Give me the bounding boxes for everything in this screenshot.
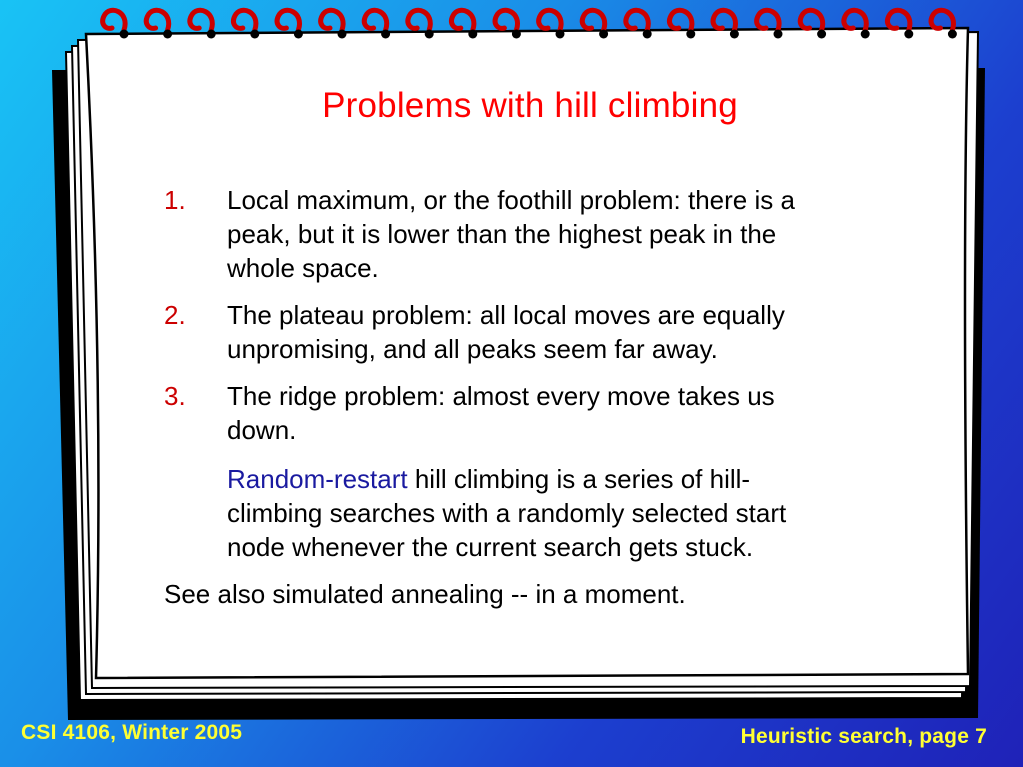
binding-ring — [190, 10, 212, 30]
binding-ring — [495, 10, 517, 30]
binding-hole — [381, 30, 390, 39]
list-number: 3. — [164, 381, 186, 411]
text-line: down. — [227, 415, 297, 445]
binding-hole — [338, 30, 347, 39]
list-text — [227, 298, 927, 366]
text-line: node whenever the current search gets stuck. — [227, 532, 754, 562]
binding-hole — [250, 30, 259, 39]
binding-hole — [861, 30, 870, 39]
binding-ring — [670, 10, 692, 30]
binding-ring — [277, 10, 299, 30]
list-number: 1. — [164, 185, 186, 215]
closing-line: See also simulated annealing -- in a moment. — [164, 579, 686, 609]
footer-page: Heuristic search, page 7 — [740, 725, 987, 748]
text-line: The plateau problem: all local moves are equally — [227, 300, 785, 330]
binding-hole — [425, 30, 434, 39]
random-restart-note — [227, 462, 927, 564]
binding-hole — [468, 30, 477, 39]
text-fragment: hill climbing is a series of hill- — [407, 464, 751, 494]
binding-ring — [582, 10, 604, 30]
list-text — [227, 183, 927, 285]
list-number: 2. — [164, 300, 186, 330]
binding-hole — [163, 30, 172, 39]
binding-hole — [120, 30, 129, 39]
binding-hole — [774, 30, 783, 39]
binding-ring — [103, 10, 125, 30]
binding-ring — [757, 10, 779, 30]
list-text — [227, 379, 927, 447]
text-line: climbing searches with a randomly selected start — [227, 498, 787, 528]
text-line — [227, 462, 927, 496]
binding-ring — [146, 10, 168, 30]
binding-ring — [408, 10, 430, 30]
binding-hole — [904, 30, 913, 39]
text-line: unpromising, and all peaks seem far away. — [227, 334, 718, 364]
binding-hole — [512, 30, 521, 39]
text-line: The ridge problem: almost every move takes us — [227, 381, 775, 411]
footer-course: CSI 4106, Winter 2005 — [21, 721, 243, 744]
binding-hole — [556, 30, 565, 39]
binding-hole — [730, 30, 739, 39]
random-restart-term: Random-restart — [227, 464, 408, 494]
binding-hole — [948, 30, 957, 39]
binding-hole — [686, 30, 695, 39]
slide-title: Problems with hill climbing — [322, 86, 738, 125]
binding-hole — [599, 30, 608, 39]
binding-ring — [888, 10, 910, 30]
binding-hole — [207, 30, 216, 39]
binding-ring — [626, 10, 648, 30]
binding-ring — [321, 10, 343, 30]
text-line: Local maximum, or the foothill problem: there is a — [227, 185, 795, 215]
binding-ring — [539, 10, 561, 30]
binding-hole — [643, 30, 652, 39]
binding-ring — [713, 10, 735, 30]
binding-ring — [234, 10, 256, 30]
binding-ring — [844, 10, 866, 30]
binding-ring — [452, 10, 474, 30]
text-line: whole space. — [227, 253, 379, 283]
binding-ring — [364, 10, 386, 30]
binding-hole — [817, 30, 826, 39]
binding-ring — [800, 10, 822, 30]
binding-hole — [294, 30, 303, 39]
text-line: peak, but it is lower than the highest peak in the — [227, 219, 777, 249]
